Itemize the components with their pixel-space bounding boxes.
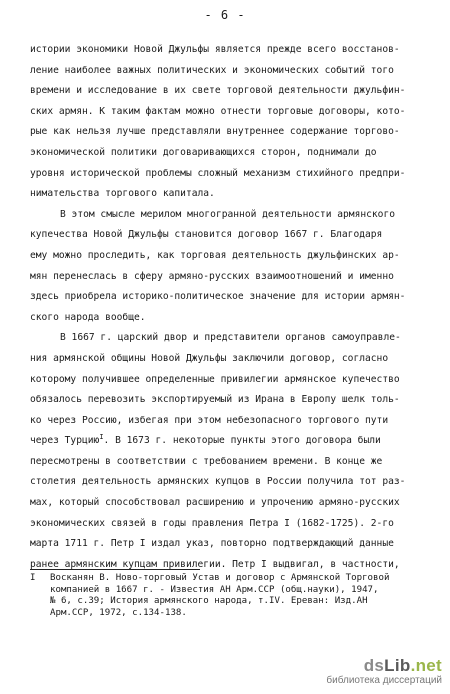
text-line: В 1667 г. царский двор и представители органов самоуправле- bbox=[60, 332, 401, 344]
site-watermark bbox=[326, 656, 442, 686]
text-line: мах, который способствовал расширению и упрочению армяно-русских bbox=[30, 497, 400, 509]
text-line: пересмотрены в соответствии с требованием времени. В конце же bbox=[30, 455, 383, 467]
text-line: ко через Россию, избегая при этом небезопасного торгового пути bbox=[30, 414, 389, 426]
text-line: ния армянской общины Новой Джульфы заключили договор, согласно bbox=[30, 352, 389, 364]
body-text bbox=[30, 40, 430, 575]
page-number: - 6 - bbox=[204, 8, 246, 22]
footnote-line: компанией в 1667 г. - Известия АН Арм.ССР (общ.науки), 1947, bbox=[50, 584, 379, 595]
text-span: Восканян В. Ново-торговый Устав и договор с Армянской Торговой bbox=[50, 573, 390, 583]
text-line: здесь приобрела историко-политическое значение для истории армян- bbox=[30, 291, 406, 303]
watermark-tagline: библиотека диссертаций bbox=[326, 675, 442, 686]
text-line: мян перенеслась в сферу армяно-русских взаимоотношений и именно bbox=[30, 270, 394, 282]
text-line: которому получившее определенные привилегии армянское купечество bbox=[30, 373, 400, 385]
footnote-marker: I bbox=[30, 573, 36, 583]
text-line: марта 1711 г. Петр I издал указ, повторно подтверждающий данные bbox=[30, 538, 394, 550]
footnote-divider bbox=[30, 569, 200, 570]
text-line: экономических связей в годы правления Петра I (1682-1725). 2-го bbox=[30, 517, 394, 529]
text-line: времени и исследование в их свете торговой деятельности джульфин- bbox=[30, 85, 406, 97]
text-span: через Турцию bbox=[30, 435, 100, 447]
footnote bbox=[30, 573, 440, 619]
text-line: экономической политики договаривающихся сторон, поднимали до bbox=[30, 146, 377, 158]
text-line: столетия деятельность армянских купцов в России получила тот раз- bbox=[30, 476, 406, 488]
text-line bbox=[30, 431, 430, 452]
text-line: В этом смысле мерилом многогранной деятельности армянского bbox=[60, 208, 396, 220]
text-line: ских армян. К таким фактам можно отнести торговые договоры, кото- bbox=[30, 105, 406, 117]
text-line: купечества Новой Джульфы становится договор 1667 г. Благодаря bbox=[30, 229, 383, 241]
text-line: уровня исторической проблемы сложный механизм стихийного предпри- bbox=[30, 167, 406, 179]
text-line: ского народа вообще. bbox=[30, 311, 146, 323]
text-line: ранее армянским купцам привилегии. Петр I выдвигал, в частности, bbox=[30, 558, 400, 570]
logo-part: Lib bbox=[384, 656, 411, 675]
footnote-line: Арм.ССР, 1972, с.134-138. bbox=[50, 607, 187, 618]
text-line: ему можно проследить, как торговая деятельность джульфинских ар- bbox=[30, 249, 400, 261]
text-line: обязалось перевозить экспортируемый из Ирана в Европу шелк толь- bbox=[30, 394, 400, 406]
logo-part: ds bbox=[363, 656, 385, 675]
footnote-line: № 6, с.39; История армянского народа, т.IV. Ереван: Изд.АН bbox=[50, 596, 368, 607]
text-line: истории экономики Новой Джульфы является прежде всего восстанов- bbox=[30, 44, 400, 55]
footnote-line bbox=[30, 573, 440, 585]
text-line: рые как нельзя лучше представляли внутреннее содержание торгово- bbox=[30, 126, 400, 138]
footnote-reference: I bbox=[99, 433, 104, 442]
text-line: нимательства торгового капитала. bbox=[30, 188, 215, 200]
text-span: . В 1673 г. некоторые пункты этого договора были bbox=[103, 435, 381, 447]
watermark-logo bbox=[326, 656, 442, 676]
text-line: ление наиболее важных политических и экономических событий того bbox=[30, 64, 394, 76]
logo-part: .net bbox=[410, 656, 442, 675]
